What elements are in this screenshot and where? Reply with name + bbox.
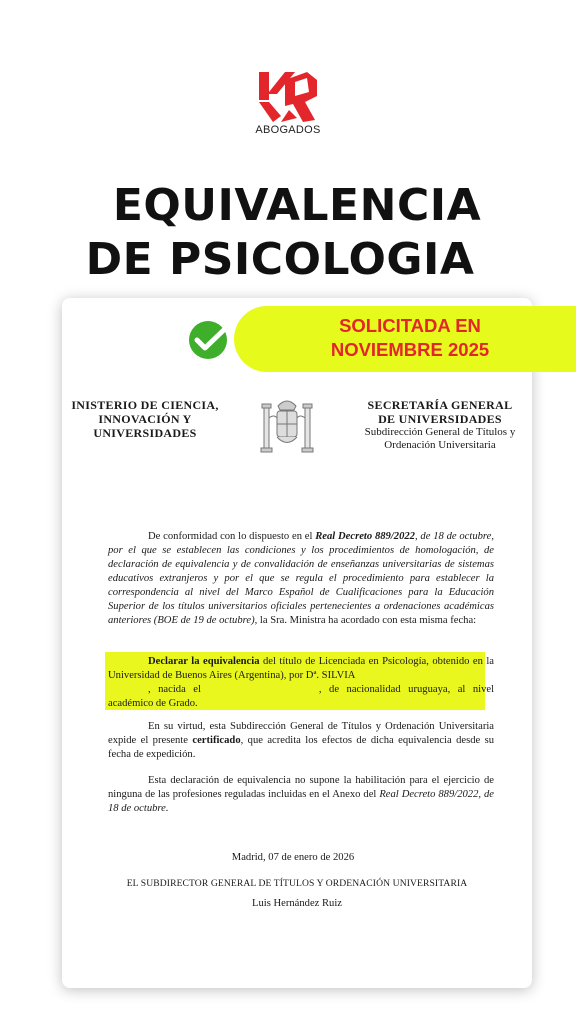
- p3-bold: certificado: [192, 735, 241, 746]
- p2-text-1: del título de Licenciada en Psicología, obtenido en la Universidad de Buenos Aires (Argentina), por Dª. SILVIA: [108, 656, 495, 681]
- status-badge-text: [240, 314, 576, 362]
- secretaria-line-2: DE UNIVERSIDADES: [378, 412, 502, 426]
- p2-bold: Declarar la equivalencia: [148, 656, 260, 667]
- headline-line-2: DE PSICOLOGIA: [85, 234, 475, 285]
- paragraph-decree: [108, 530, 494, 628]
- ministry-line-1: INISTERIO DE CIENCIA,: [71, 398, 219, 412]
- p3-text-1: En su virtud, esta Subdirección General de Títulos y Ordenación Universitaria expide el presente: [108, 721, 494, 746]
- p1-intro: De conformidad con lo dispuesto en el: [148, 531, 316, 542]
- p1-decree: Real Decreto 889/2022: [315, 531, 415, 542]
- badge-line-1: SOLICITADA EN: [339, 315, 481, 336]
- badge-line-2: NOVIEMBRE 2025: [330, 339, 490, 360]
- p2-text-2: , nacida el: [148, 684, 201, 695]
- p4-italic: Real Decreto 889/2022, de 18 de octubre.: [108, 789, 494, 814]
- signer-title: EL SUBDIRECTOR GENERAL DE TÍTULOS Y ORDENACIÓN UNIVERSITARIA: [126, 878, 468, 889]
- paragraph-certificate: [108, 720, 494, 762]
- p2-text-3: , de nacionalidad uruguaya, al nivel académico de Grado.: [108, 684, 495, 709]
- signer-name: Luis Hernández Ruiz: [251, 898, 343, 909]
- headline-line-1: EQUIVALENCIA: [112, 180, 482, 231]
- secretaria-line-1: SECRETARÍA GENERAL: [367, 398, 513, 412]
- check-circle-icon: [187, 317, 233, 363]
- brand-name: ABOGADOS: [255, 124, 321, 136]
- coat-of-arms-icon: [258, 394, 316, 460]
- p1-tail: , la Sra. Ministra ha acordado con esta misma fecha:: [254, 615, 477, 626]
- p1-italic: , de 18 de octubre, por el que se establecen las condiciones y los procedimientos de homologación, de declaración de equivalencia y de convalidación de enseñanzas universitarias de sistemas educativos extranjeros y por el que se regula el procedimiento para establecer la correspondencia al nivel del Marco Español de Cualificaciones para la Educación Superior de los títulos universitarios oficiales pertenecientes a ordenaciones académicas anteriores (BOE de 19 de octubre): [108, 531, 494, 626]
- secretaria-name: [360, 398, 520, 452]
- p4-text-1: Esta declaración de equivalencia no supone la habilitación para el ejercicio de ninguna de las profesiones reguladas incluidas en el Anexo del: [108, 775, 494, 800]
- paragraph-disclaimer: [108, 774, 494, 816]
- ministry-name: [70, 398, 220, 440]
- ministry-line-2: INNOVACIÓN Y: [98, 412, 192, 426]
- p3-text-2: , que acredita los efectos de dicha equivalencia desde su fecha de expedición.: [108, 735, 495, 760]
- secretaria-line-4: Ordenación Universitaria: [384, 439, 496, 451]
- ministry-line-3: UNIVERSIDADES: [93, 426, 197, 440]
- paragraph-declaration: [108, 655, 494, 711]
- secretaria-line-3: Subdirección General de Títulos y: [364, 426, 516, 438]
- place-date: Madrid, 07 de enero de 2026: [231, 852, 355, 863]
